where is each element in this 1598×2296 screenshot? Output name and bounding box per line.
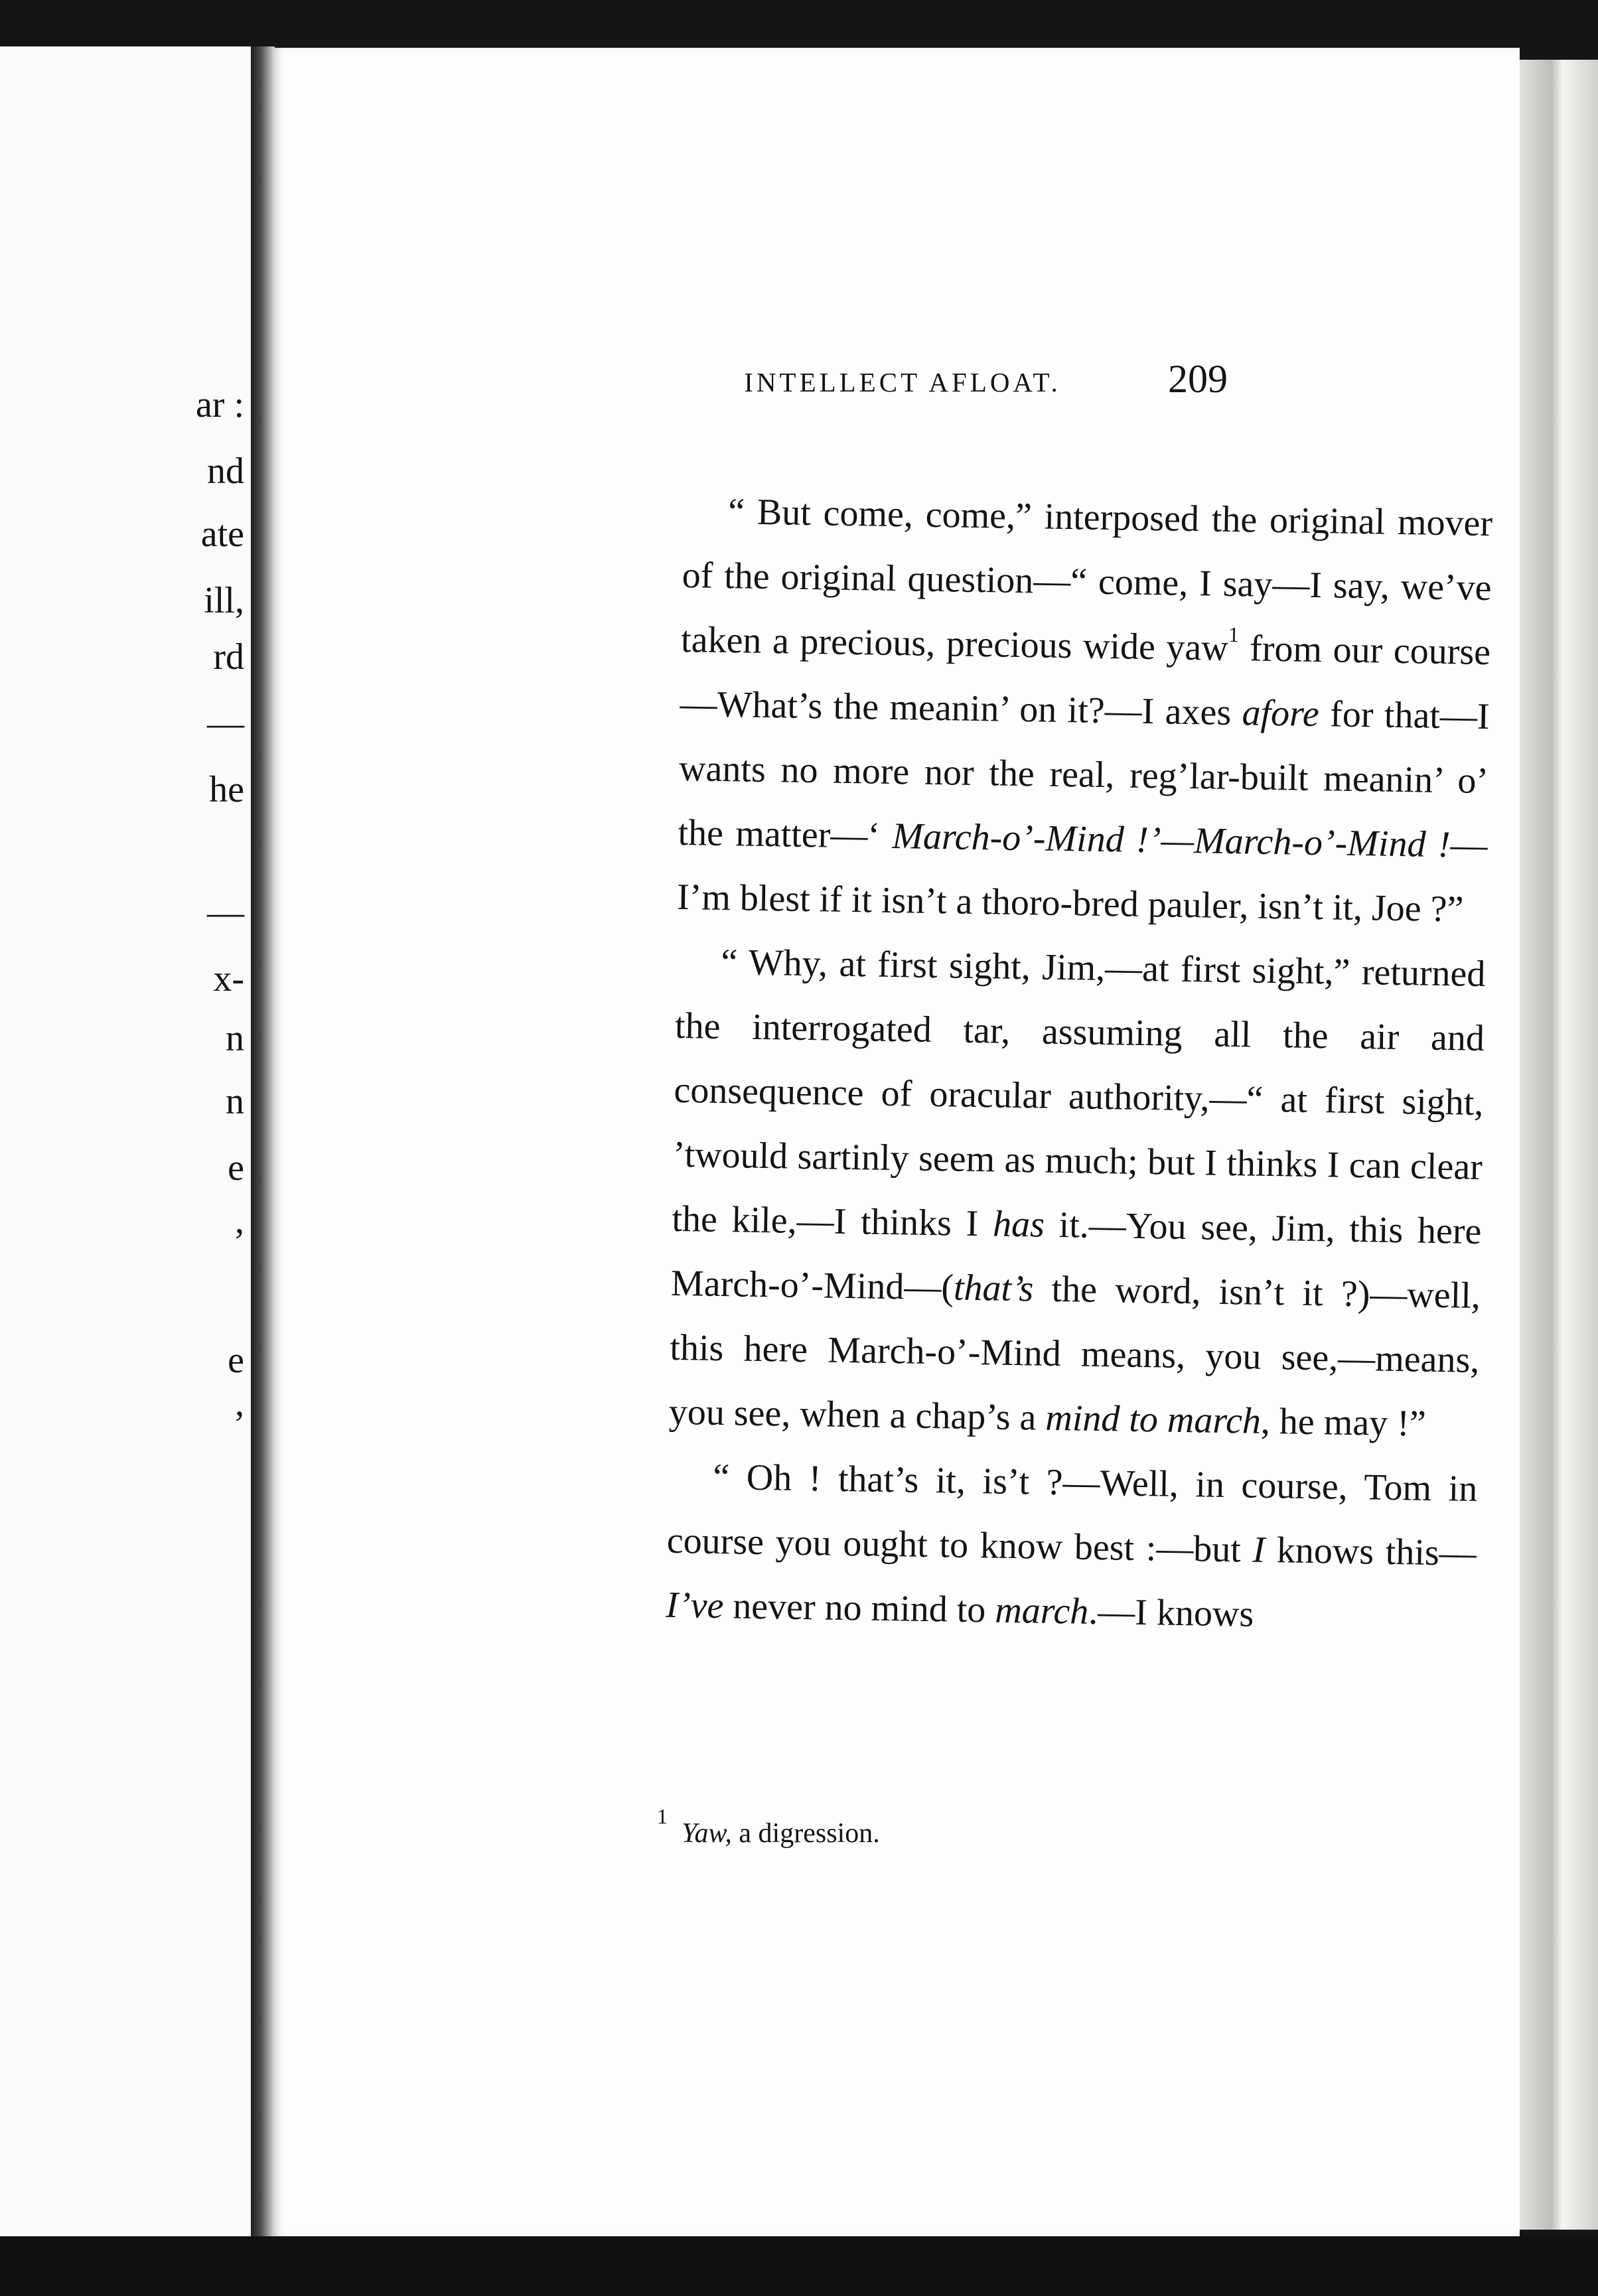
facing-page-fragment: , [235, 1383, 244, 1424]
text-run: never no mind to [723, 1585, 995, 1631]
facing-page-fragment: e [228, 1340, 244, 1381]
body-text [666, 479, 1493, 1650]
paragraph [676, 479, 1493, 942]
facing-page-fragment: n [226, 1081, 244, 1122]
facing-page-fragment: e [228, 1147, 244, 1188]
page-edge-right [1520, 60, 1598, 2230]
italic-text: I’ve [665, 1584, 724, 1627]
running-head: INTELLECT AFLOAT. [744, 367, 1061, 397]
italic-text: March-o’-Mind !’—March-o’-Mind ! [891, 816, 1451, 866]
text-run: —I’m blest if it isn’t a thoro-bred pauler, isn’t it, Joe ?” [676, 824, 1488, 930]
book-page [272, 48, 1520, 2238]
footnote-text: a digression. [731, 1818, 880, 1849]
text-run: “ Oh ! that’s it, is’t ?—Well, in course, Tom in course you ought to know best :—but [666, 1456, 1478, 1571]
facing-page-fragment: rd [213, 636, 244, 678]
italic-text: march [994, 1589, 1089, 1632]
text-run: knows this— [1264, 1529, 1477, 1574]
text-run: for that—I wants no more nor the real, reg’lar-built meanin’ o’ the matter—‘ [678, 693, 1490, 857]
facing-page-fragment: nd [207, 451, 244, 492]
facing-page-fragment: ate [200, 514, 244, 555]
text-run: .—I knows [1088, 1591, 1254, 1635]
facing-page-fragment: he [209, 769, 244, 810]
scan-border-bottom [0, 2236, 1598, 2296]
text-run: , he may !” [1260, 1400, 1427, 1445]
facing-page-fragment: ar : [195, 384, 244, 425]
italic-text: has [992, 1203, 1045, 1246]
footnote [657, 1804, 880, 1849]
italic-text: that’s [953, 1267, 1034, 1310]
italic-text: afore [1242, 692, 1320, 735]
footnote-reference: 1 [1228, 622, 1240, 647]
text-run: “ But come, come,” interposed the original mover of the original question—“ come, I say—I say, we’ve taken a precious, precious wide yaw [680, 491, 1493, 669]
text-run: “ Why, at first sight, Jim,—at first sight,” returned the interrogated tar, assuming all the air and consequence of oracular authority,—“ at first sight, ’twould sartinly seem as much; but I thinks I can clear the kile,—I thinks I [671, 941, 1486, 1245]
footnote-term: Yaw, [682, 1818, 732, 1849]
facing-page-fragment: ill, [204, 580, 244, 621]
book-gutter [251, 46, 275, 2243]
facing-page-fragment: — [207, 703, 244, 744]
text-run: it.—You see, Jim, this here March-o’-Mind—( [670, 1204, 1482, 1309]
text-run: from our course—What’s the meanin’ on it?—I axes [680, 628, 1491, 734]
facing-page-fragment: n [226, 1018, 244, 1059]
facing-page-left [0, 46, 254, 2236]
footnote-marker: 1 [657, 1804, 668, 1828]
paragraph [668, 930, 1486, 1457]
facing-page-fragment: x- [213, 958, 244, 999]
page-number: 209 [1168, 357, 1228, 401]
text-run: the word, isn’t it ?)—well, this here March-o’-Mind means, you see,—means, you see, when a chap’s a [668, 1268, 1481, 1439]
italic-text: mind to march [1045, 1397, 1262, 1442]
italic-text: I [1252, 1529, 1266, 1571]
facing-page-fragment: , [235, 1200, 244, 1242]
paragraph [666, 1445, 1478, 1650]
facing-page-fragment: — [207, 892, 244, 933]
